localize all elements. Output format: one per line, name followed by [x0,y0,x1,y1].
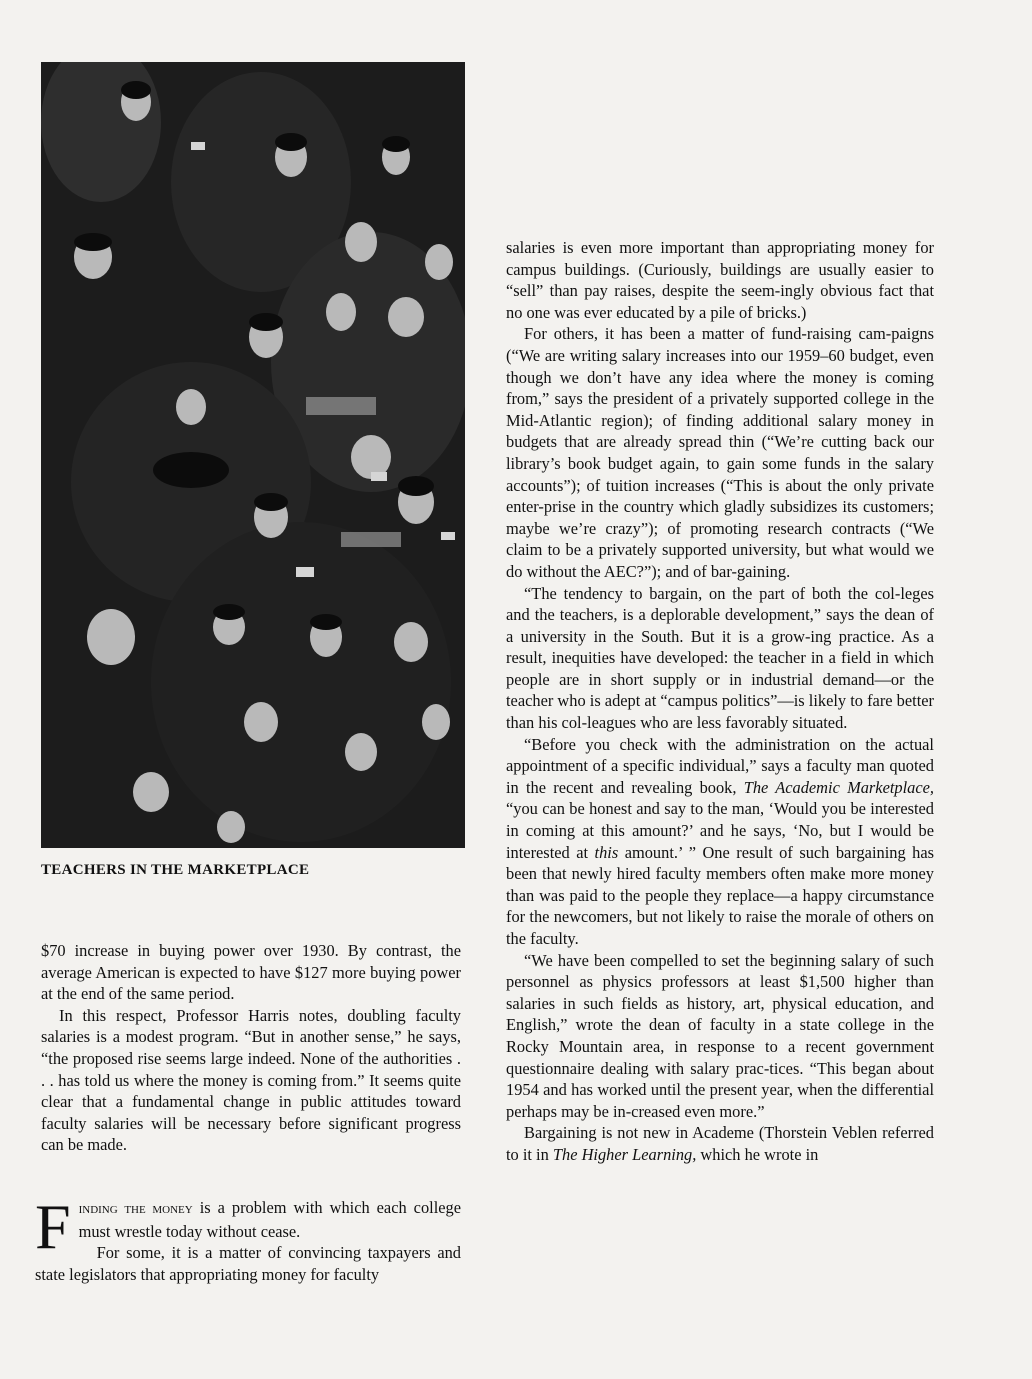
crowd-photo [41,62,465,848]
paragraph: For others, it has been a matter of fund-raising cam-paigns (“We are writing salary increases into our 1959–60 budget, even though we don’t have any idea where the money is coming from,” says the president of a privately supported college in the Mid-Atlantic region); of finding additional salary money in budgets that are already spread thin (“We’re cutting back our library’s book budget again, to gain some funds in the salary accounts”); of tuition increases (“This is about the only private enter-prise in the country which gladly subsidizes its customers; maybe we’re crazy”); of promoting research contracts (“We claim to be a privately supported university, but what would we do without the AEC?”); and of bar-gaining. [506,324,934,581]
crowd-photo-illustration [41,62,465,848]
lead-in: inding the money [78,1201,193,1217]
paragraph [506,1122,934,1165]
paragraph [506,734,934,950]
paragraph: “We have been compelled to set the beginning salary of such personnel as physics professors at least $1,500 higher than salaries in such fields as history, art, physical education, and English,” wrote the dean of faculty in a state college in the Rocky Mountain area, in response to a recent government questionnaire dealing with salary prac-tices. “This began about 1954 and has worked until the present year, when the differential perhaps may be in-creased even more.” [506,950,934,1121]
paragraph: $70 increase in buying power over 1930. By contrast, the average American is expected to have $127 more buying power at the end of the same period. [41,941,461,1004]
finding-the-money-section [35,1191,461,1285]
figure-caption: TEACHERS IN THE MARKETPLACE [41,862,310,878]
right-column [506,237,934,1166]
paragraph: In this respect, Professor Harris notes, doubling faculty salaries is a modest program. “But in another sense,” he says, “the proposed rise seems large indeed. None of the authorities . . . has told us where the money is coming from.” It seems quite clear that a fundamental change in public attitudes toward faculty salaries will be necessary before significant progress can be made. [41,1005,461,1155]
emphasis: this [594,842,619,862]
book-title: The Higher Learning, [552,1144,697,1164]
paragraph: salaries is even more important than appropriating money for campus buildings. (Curiously, buildings are usually easier to “sell” than pay raises, despite the seem-ingly obvious fact that no one was ever educated by a pile of bricks.) [506,238,934,322]
left-column [41,940,461,1156]
lead-text: is a problem with which each college must wrestle today without cease. [78,1198,461,1241]
text-run: “you can be honest and say to the man, ‘Would you be interested in coming at this amount?’ and he says, ‘No, but I would be interested at [506,799,934,862]
book-title: The Academic Marketplace, [743,777,934,797]
text-run: Bargaining is not new in Academe (Thorstein Veblen referred to it in [506,1123,934,1164]
section-lead-paragraph [35,1191,461,1262]
drop-cap: F [35,1191,71,1262]
paragraph: “The tendency to bargain, on the part of both the col-leges and the teachers, is a deplorable development,” says the dean of a university in the South. But it is a grow-ing practice. As a result, inequities have developed: the teacher in a field in which people are in short supply or in industrial demand—or the teacher who is adept at “campus politics”—is likely to fare better than his col-leagues who are less favorably situated. [506,583,934,733]
paragraph: For some, it is a matter of convincing taxpayers and state legislators that appropriating money for faculty [35,1243,461,1284]
text-run: which he wrote in [696,1144,819,1164]
text-run: “Before you check with the administration on the actual appointment of a specific individual,” says a faculty man quoted in the recent and revealing book, [506,734,934,797]
text-run: amount.’ ” One result of such bargaining has been that newly hired faculty members often make more money than was paid to the people they replace—a happy circumstance for the newcomers, but not likely to raise the morale of others on the faculty. [506,842,934,948]
